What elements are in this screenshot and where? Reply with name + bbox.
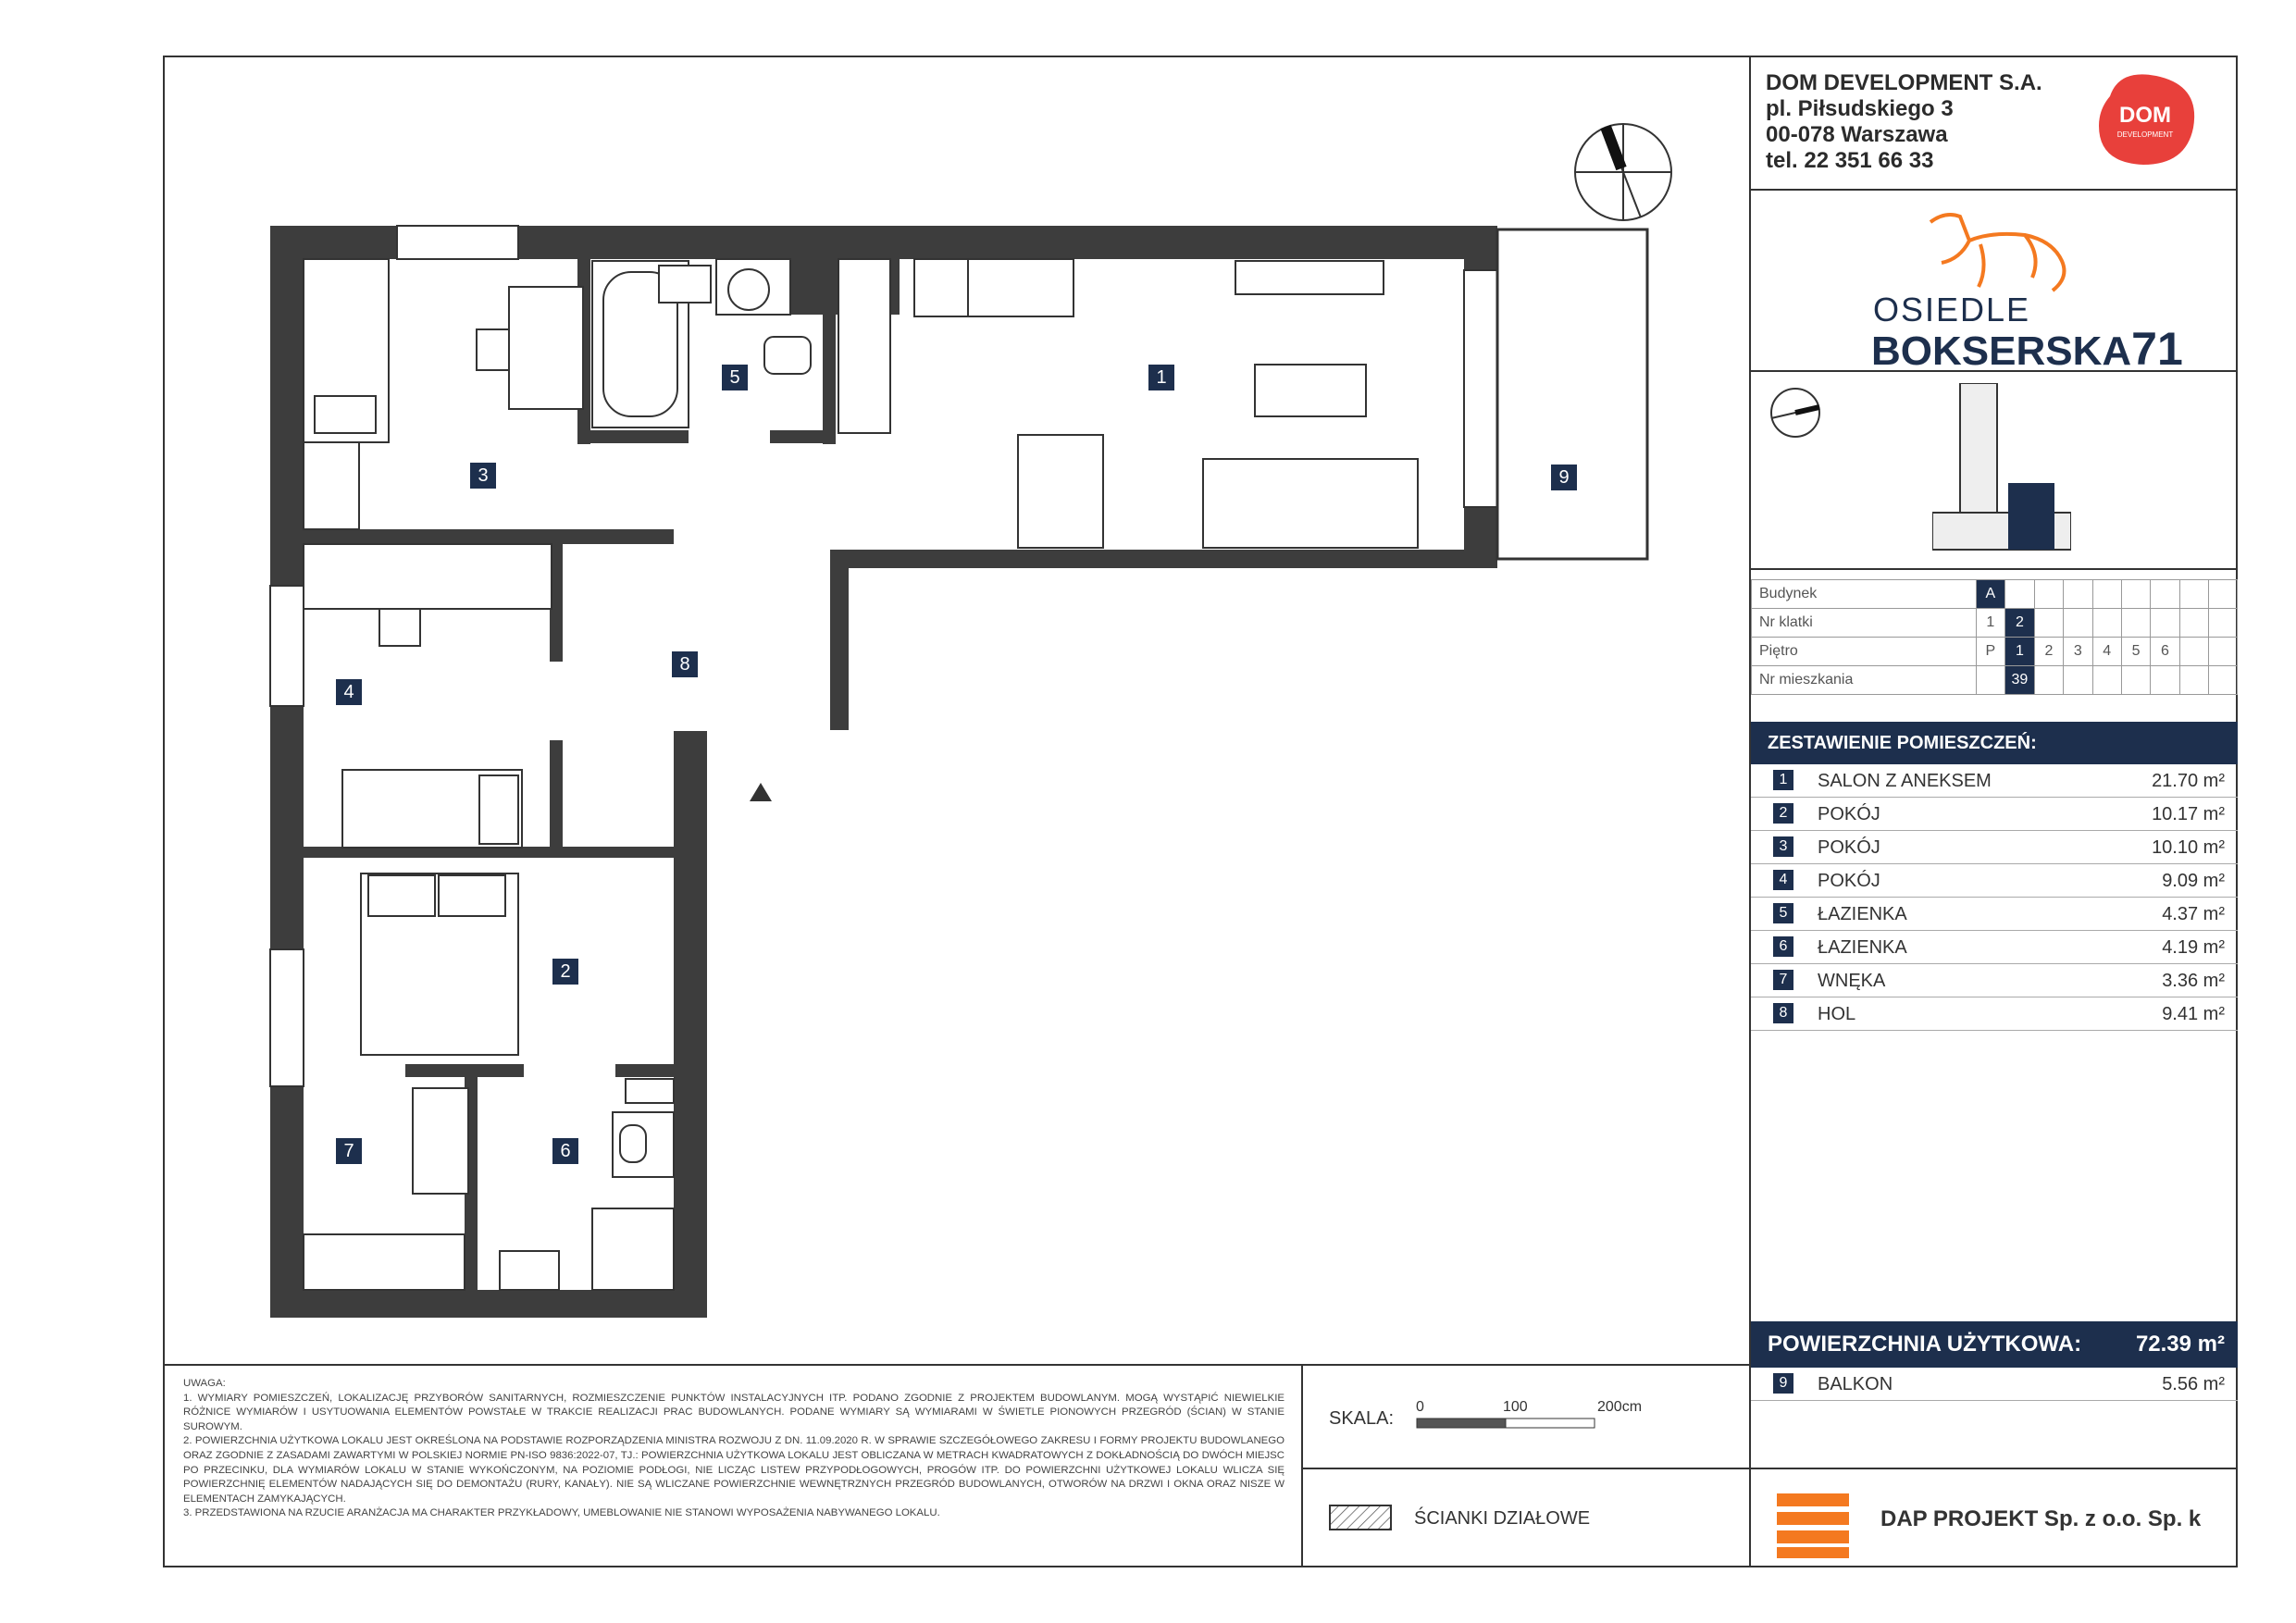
brand-number: 71 [2131, 323, 2183, 375]
info-row [1752, 609, 2238, 638]
usable-area-label: POWIERZCHNIA UŻYTKOWA: [1768, 1332, 2082, 1357]
room-num: 7 [1773, 970, 1793, 990]
info-cell: 6 [2151, 638, 2179, 666]
usable-area-value: 72.39 m² [2135, 1332, 2225, 1357]
info-cell [2151, 580, 2179, 609]
info-row-label: Nr klatki [1752, 609, 1977, 638]
info-cell: P [1976, 638, 2004, 666]
title-block [1749, 56, 2238, 1567]
balcony-row [1751, 1368, 2238, 1401]
room-tag-2: 2 [552, 959, 578, 985]
room-area: 4.19 m² [2162, 937, 2225, 958]
info-row-label: Nr mieszkania [1752, 666, 1977, 695]
notes-title: UWAGA: [183, 1378, 226, 1389]
info-cell [2179, 580, 2208, 609]
info-cell: 2 [2034, 638, 2063, 666]
room-row [1751, 997, 2238, 1031]
svg-text:DEVELOPMENT: DEVELOPMENT [2116, 130, 2174, 139]
info-cell [2034, 580, 2063, 609]
svg-text:DOM: DOM [2119, 103, 2171, 128]
room-num: 5 [1773, 903, 1793, 923]
room-area: 10.17 m² [2152, 804, 2225, 824]
room-name: WNĘKA [1818, 971, 1886, 991]
room-tag-8: 8 [672, 651, 698, 677]
note-3: 3. PRZEDSTAWIONA NA RZUCIE ARANŻACJA MA CHARAKTER PRZYKŁADOWY, UMEBLOWANIE NIE STANOWI WYPOSAŻENIA NABYWANEGO LOKALU. [183, 1507, 940, 1519]
legend-block [1303, 1469, 1749, 1567]
room-row [1751, 831, 2238, 864]
legend-label: ŚCIANKI DZIAŁOWE [1414, 1508, 1591, 1529]
info-cell [2179, 609, 2208, 638]
room-area: 21.70 m² [2152, 771, 2225, 791]
info-cell: 3 [2064, 638, 2092, 666]
dap-projekt-logo-icon [1777, 1493, 1849, 1558]
room-tag-9: 9 [1551, 465, 1577, 490]
info-cell [2121, 666, 2150, 695]
room-name: POKÓJ [1818, 804, 1880, 824]
room-row [1751, 764, 2238, 798]
company-header [1751, 56, 2238, 191]
horse-logo-icon [1923, 204, 2080, 296]
brand-osiedle: OSIEDLE [1873, 291, 2031, 328]
info-cell: 5 [2121, 638, 2150, 666]
room-tag-7: 7 [336, 1138, 362, 1164]
info-cell [1976, 666, 2004, 695]
floor-plan [163, 56, 1749, 1364]
info-cell [2034, 609, 2063, 638]
info-cell [2064, 666, 2092, 695]
room-num: 8 [1773, 1003, 1793, 1023]
info-cell [2151, 666, 2179, 695]
info-cell: 4 [2092, 638, 2121, 666]
scale-label: SKALA: [1329, 1408, 1395, 1429]
info-row [1752, 666, 2238, 695]
balcony-name: BALKON [1818, 1374, 1893, 1394]
info-cell [2005, 580, 2035, 609]
room-num: 2 [1773, 803, 1793, 824]
room-summary-heading: ZESTAWIENIE POMIESZCZEŃ: [1751, 722, 2238, 764]
notes-text [183, 1377, 1285, 1521]
note-1: 1. WYMIARY POMIESZCZEŃ, LOKALIZACJĘ PRZYBORÓW SANITARNYCH, ROZMIESZCZENIE PUNKTÓW INSTALACYJNYCH ITP. PODANO ZGODNIE Z PROJEKTEM BUDOWLANYM. MOGĄ WYSTĄPIĆ NIEWIELKIE RÓŻNICE WYMIARÓW I USYTUOWANIA ELEMENTÓW POWSTAŁE W TRAKCIE REALIZACJI PRAC BUDOWLANYCH. PODANE WYMIARY SĄ WYMIARAMI W ŚWIETLE PIONOWYCH PRZEGRÓD (ŚCIAN) W STANIE SUROWYM. [183, 1392, 1285, 1432]
building-keyplan-icon [1932, 383, 2071, 553]
room-tag-4: 4 [336, 679, 362, 705]
room-tag-6: 6 [552, 1138, 578, 1164]
company-city: 00-078 Warszawa [1766, 122, 1948, 147]
scale-block [1303, 1364, 1749, 1469]
info-cell: A [1976, 580, 2004, 609]
info-cell [2121, 609, 2150, 638]
entrance-marker-icon [750, 783, 772, 801]
info-row [1752, 638, 2238, 666]
room-name: SALON Z ANEKSEM [1818, 771, 1992, 791]
north-arrow-icon [1575, 124, 1671, 220]
room-tag-3: 3 [470, 463, 496, 489]
room-name: ŁAZIENKA [1818, 904, 1907, 924]
room-num: 3 [1773, 836, 1793, 857]
room-area: 9.09 m² [2162, 871, 2225, 891]
balcony [1497, 229, 1647, 559]
info-cell [2064, 580, 2092, 609]
info-cell [2179, 638, 2208, 666]
usable-area-total [1751, 1321, 2238, 1368]
room-row [1751, 931, 2238, 964]
info-cell: 1 [2005, 638, 2035, 666]
info-cell [2092, 580, 2121, 609]
balcony-area: 5.56 m² [2162, 1374, 2225, 1394]
dom-development-logo [2091, 68, 2203, 170]
room-tag-1: 1 [1148, 365, 1174, 390]
room-row [1751, 898, 2238, 931]
info-cell [2179, 666, 2208, 695]
designer-name: DAP PROJEKT Sp. z o.o. Sp. k [1880, 1506, 2202, 1531]
room-row [1751, 964, 2238, 997]
company-address [1766, 70, 2042, 174]
company-phone: tel. 22 351 66 33 [1766, 148, 1934, 173]
info-cell: 1 [1976, 609, 2004, 638]
info-cell [2121, 580, 2150, 609]
info-cell [2034, 666, 2063, 695]
info-cell [2208, 638, 2237, 666]
info-cell: 2 [2005, 609, 2035, 638]
room-area: 3.36 m² [2162, 971, 2225, 991]
brand-bokserska [1871, 322, 2183, 376]
hatch-swatch-icon [1329, 1505, 1392, 1530]
brand-name: BOKSERSKA [1871, 328, 2132, 374]
unit-info-table [1751, 579, 2238, 695]
info-row-label: Budynek [1752, 580, 1977, 609]
info-cell [2208, 666, 2237, 695]
info-cell [2092, 666, 2121, 695]
room-name: ŁAZIENKA [1818, 937, 1907, 958]
room-num: 4 [1773, 870, 1793, 890]
info-cell [2208, 609, 2237, 638]
info-row-label: Piętro [1752, 638, 1977, 666]
info-cell [2064, 609, 2092, 638]
room-num: 6 [1773, 936, 1793, 957]
scale-bar [1416, 1418, 1597, 1429]
scale-tick-100: 100 [1503, 1399, 1528, 1415]
room-row [1751, 798, 2238, 831]
balcony-num: 9 [1773, 1373, 1793, 1394]
company-name: DOM DEVELOPMENT S.A. [1766, 70, 2042, 95]
room-area: 10.10 m² [2152, 837, 2225, 858]
scale-tick-200: 200cm [1597, 1399, 1643, 1415]
info-cell: 39 [2005, 666, 2035, 695]
room-row [1751, 864, 2238, 898]
room-area: 4.37 m² [2162, 904, 2225, 924]
info-cell [2092, 609, 2121, 638]
room-area: 9.41 m² [2162, 1004, 2225, 1024]
room-name: POKÓJ [1818, 837, 1880, 858]
scale-tick-0: 0 [1416, 1399, 1424, 1415]
room-name: HOL [1818, 1004, 1856, 1024]
info-cell [2151, 609, 2179, 638]
room-name: POKÓJ [1818, 871, 1880, 891]
designer-block [1751, 1468, 2238, 1567]
info-cell [2208, 580, 2237, 609]
building-location [1751, 372, 2238, 570]
room-tag-5: 5 [722, 365, 748, 390]
north-arrow-small-icon [1768, 385, 1823, 440]
info-row [1752, 580, 2238, 609]
room-num: 1 [1773, 770, 1793, 790]
company-street: pl. Piłsudskiego 3 [1766, 96, 1954, 121]
note-2: 2. POWIERZCHNIA UŻYTKOWA LOKALU JEST OKREŚLONA NA PODSTAWIE ROZPORZĄDZENIA MINISTRA ROZWOJU Z DN. 11.09.2020 R. W SPRAWIE SZCZEGÓŁOWEGO ZAKRESU I FORMY PROJEKTU BUDOWLANEGO ORAZ ZGODNIE Z ZASADAMI ZAWARTYMI W POLSKIEJ NORMIE PN-ISO 9836:2022-07, TJ.: POWIERZCHNIA UŻYTKOWA LOKALU JEST OBLICZANA W METRACH KWADRATOWYCH Z DOKŁADNOŚCIĄ DO DWÓCH MIEJSC PO PRZECINKU, DLA WYMIARÓW LOKALU W STANIE WYKOŃCZONYM, NA POZIOMIE PODŁOGI, NIE LICZĄC LISTEW PRZYPODŁOGOWYCH, PROGÓW ITP. DO POWIERZCHNI UŻYTKOWEJ LOKALU WLICZA SIĘ POWIERZCHNIĘ ELEMENTÓW NADAJĄCYCH SIĘ DO DEMONTAŻU (RURY, KANAŁY). NIE SĄ WLICZANE POWIERZCHNIE WEWNĘTRZNYCH PRZEGRÓD BUDOWLANYCH, OTWORÓW NA DRZWI I OKNA ORAZ NISZE W ELEMENTACH ZAMYKAJĄCYCH. [183, 1435, 1285, 1505]
notes-block [163, 1364, 1303, 1567]
